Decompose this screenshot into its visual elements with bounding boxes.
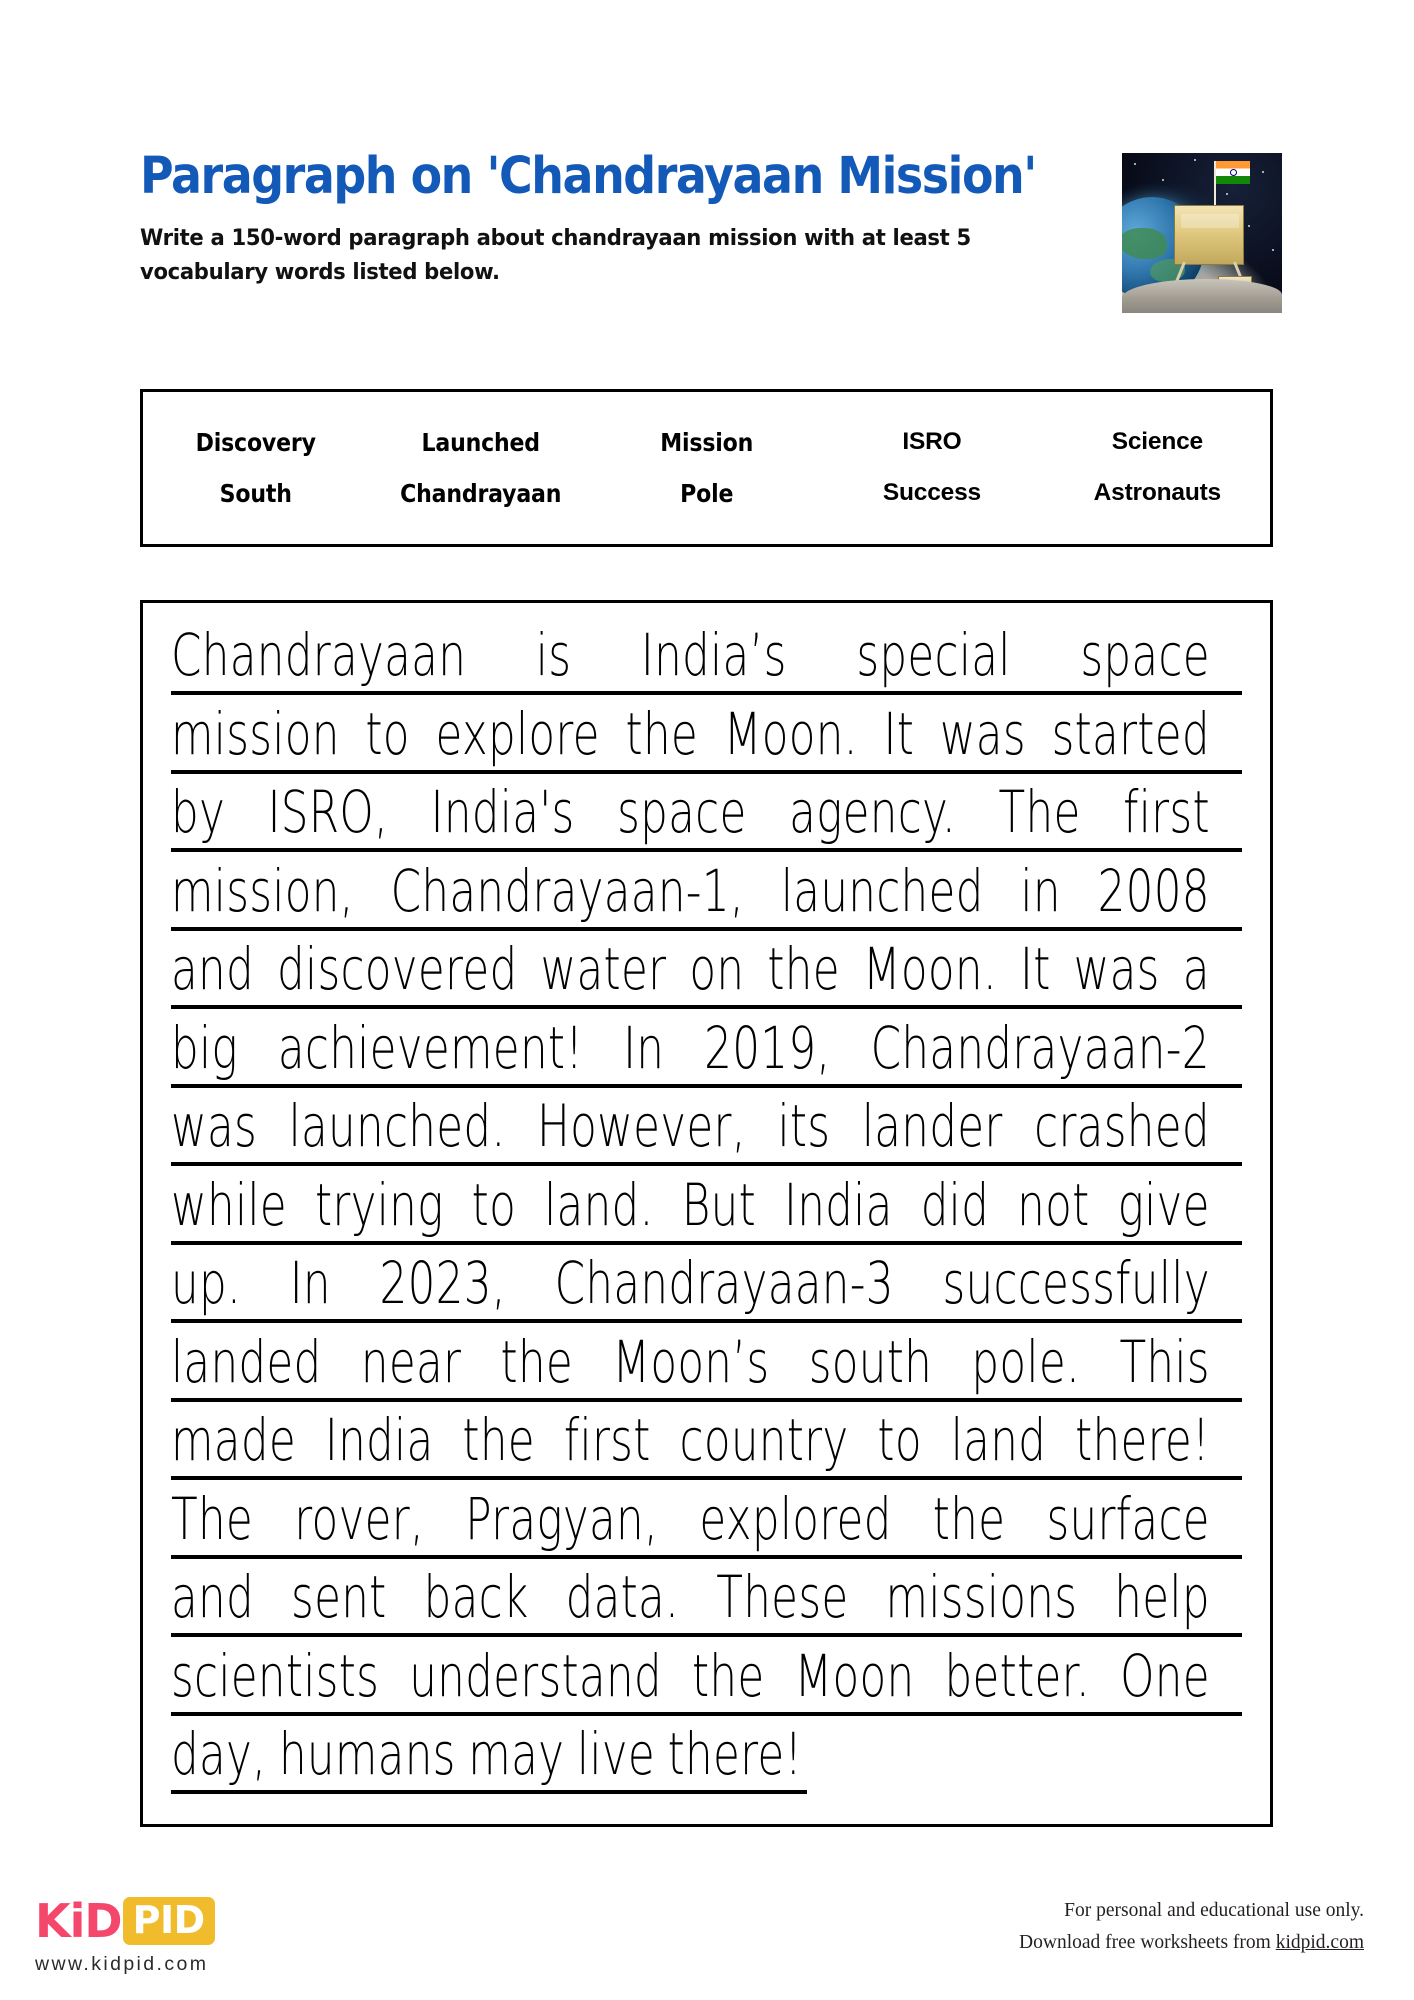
answer-line-text (171, 1484, 1210, 1553)
answer-word: pole. (971, 1327, 1081, 1396)
answer-word: and (171, 1563, 254, 1631)
answer-line-rule (171, 1555, 1242, 1559)
vocab-word-launched: Launched (421, 428, 541, 457)
answer-word: did (920, 1170, 990, 1239)
answer-word: launched. (288, 1092, 506, 1160)
answer-line (171, 935, 1242, 1018)
answer-word: lander (861, 1092, 1003, 1160)
answer-word: big (171, 1013, 238, 1082)
answer-word: live (576, 1720, 656, 1788)
answer-word: One (1120, 1641, 1210, 1710)
answer-word: made (171, 1406, 297, 1474)
star-icon (1194, 159, 1196, 161)
answer-word: The (998, 778, 1081, 846)
answer-word: back (423, 1563, 529, 1631)
answer-word: discovered (277, 935, 518, 1003)
answer-word: Pragyan, (465, 1484, 659, 1553)
vocab-word-isro: ISRO (902, 428, 962, 455)
footer-logo (35, 1895, 375, 1976)
ashoka-chakra-icon (1230, 169, 1237, 176)
answer-word: trying (314, 1170, 444, 1239)
answer-word: there! (1075, 1406, 1210, 1474)
answer-word: These (716, 1563, 849, 1631)
answer-word: there! (667, 1720, 803, 1788)
page-instructions: Write a 150-word paragraph about chandrayaan mission with at least 5 vocabulary words listed below. (140, 224, 971, 285)
answer-word: ISRO, (267, 778, 389, 846)
answer-line-text (171, 621, 1210, 689)
answer-word: 2023, (379, 1249, 506, 1317)
answer-word: started (1051, 699, 1210, 768)
star-icon (1134, 163, 1136, 165)
answer-line (171, 1249, 1242, 1332)
answer-word: to (365, 699, 410, 768)
answer-word: data. (565, 1563, 680, 1631)
answer-word: explored (699, 1484, 892, 1553)
vocab-word-success: Success (882, 479, 981, 506)
answer-word: water (540, 935, 667, 1003)
star-icon (1226, 193, 1228, 195)
moon-surface (1122, 279, 1282, 313)
vocab-word-astronauts: Astronauts (1093, 479, 1221, 506)
vocabulary-row (143, 479, 1270, 508)
answer-line-rule (171, 848, 1242, 852)
answer-line (171, 1720, 1242, 1803)
answer-word: up. (171, 1249, 242, 1317)
page-header (140, 147, 1280, 390)
star-icon (1262, 171, 1264, 173)
lander-graphic (1174, 205, 1244, 265)
answer-line (171, 621, 1242, 704)
answer-line (171, 856, 1242, 940)
answer-line-text (171, 778, 1210, 846)
answer-word: achievement! (277, 1013, 584, 1082)
vocab-word-pole: Pole (679, 479, 734, 508)
answer-word: while (171, 1170, 287, 1239)
answer-word: Moon. (723, 699, 858, 768)
answer-word: successfully (942, 1249, 1210, 1317)
answer-line (171, 1484, 1242, 1568)
answer-word: Moon (794, 1641, 915, 1710)
answer-word: the (625, 699, 699, 768)
answer-line-rule (171, 1084, 1242, 1088)
answer-word: 2019, (704, 1013, 831, 1082)
lander-panel (1181, 214, 1239, 228)
kidpid-link[interactable]: kidpid.com (1275, 1931, 1364, 1953)
answer-word: mission, (171, 856, 354, 925)
answer-word: Moon’s (612, 1327, 770, 1396)
answer-word: and (171, 935, 254, 1003)
answer-line-rule (171, 770, 1242, 774)
star-icon (1162, 179, 1164, 181)
answer-line (171, 1092, 1242, 1175)
answer-word: the (462, 1406, 535, 1474)
vocabulary-box (140, 389, 1273, 547)
answer-word: better. (944, 1641, 1091, 1710)
answer-line (171, 1327, 1242, 1411)
answer-line-text (171, 1563, 1210, 1631)
answer-line-rule (171, 1241, 1242, 1245)
answer-word: Chandrayaan-3 (554, 1249, 894, 1317)
answer-line-text (171, 1327, 1210, 1396)
answer-line (171, 1406, 1242, 1489)
answer-word: on (689, 935, 745, 1003)
answer-line-rule (171, 691, 1242, 695)
answer-word: rover, (294, 1484, 425, 1553)
answer-word: first (1123, 778, 1210, 846)
answer-word: a (1182, 935, 1210, 1003)
answer-line-rule (171, 1476, 1242, 1480)
answer-word: explore (435, 699, 600, 768)
answer-word: It (1020, 935, 1051, 1003)
answer-word: country (679, 1406, 849, 1474)
answer-line-text (171, 1406, 1210, 1474)
answer-word: was (171, 1092, 258, 1160)
kidpid-logo (35, 1895, 375, 1947)
answer-word: This (1119, 1327, 1210, 1396)
answer-line (171, 1641, 1242, 1725)
answer-word: India (324, 1406, 434, 1474)
answer-word: special (856, 621, 1011, 689)
answer-word: give (1117, 1170, 1210, 1239)
answer-word: missions (885, 1563, 1078, 1631)
vocab-word-mission: Mission (660, 428, 753, 457)
answer-word: land (950, 1406, 1047, 1474)
answer-word: But (681, 1170, 757, 1239)
footer-note-line-1: For personal and educational use only. (1064, 1900, 1364, 1921)
footer-note-line-2 (1019, 1927, 1364, 1959)
answer-word: scientists (171, 1641, 380, 1710)
answer-word: was (1073, 935, 1160, 1003)
indian-flag-icon (1216, 161, 1250, 184)
answer-word: the (500, 1327, 574, 1396)
footer-website-url: www.kidpid.com (35, 1953, 209, 1975)
answer-word: space (617, 778, 747, 846)
answer-word: The (171, 1484, 254, 1553)
answer-word: India's (430, 778, 575, 846)
vocab-word-south: South (219, 479, 292, 508)
answer-word: to (877, 1406, 922, 1474)
vocabulary-row (143, 428, 1270, 457)
answer-word: Moon. (862, 935, 998, 1003)
answer-word: Chandrayaan-1, (390, 856, 745, 925)
answer-word: the (691, 1641, 765, 1710)
answer-word: sent (291, 1563, 387, 1631)
answer-line-text (171, 1720, 1210, 1788)
answer-word: launched (780, 856, 984, 925)
answer-word: surface (1046, 1484, 1210, 1553)
answer-line-rule (171, 1398, 1242, 1402)
answer-word: However, (537, 1092, 746, 1160)
answer-word: help (1114, 1563, 1210, 1631)
footer-note-prefix: Download free worksheets from (1019, 1931, 1276, 1953)
answer-word: near (360, 1327, 462, 1396)
answer-word: day, (171, 1720, 267, 1788)
answer-word: is (535, 621, 572, 689)
answer-word: agency. (789, 778, 957, 846)
answer-word: first (563, 1406, 651, 1474)
answer-word: crashed (1034, 1092, 1210, 1160)
answer-line-rule (171, 1162, 1242, 1166)
answer-line-rule (171, 1712, 1242, 1716)
answer-word: Chandrayaan (171, 621, 467, 689)
answer-line-rule (171, 1633, 1242, 1637)
vocab-word-science: Science (1111, 428, 1203, 455)
vocab-word-chandrayaan: Chandrayaan (400, 479, 562, 508)
answer-line (171, 778, 1242, 861)
answer-line-text (171, 1013, 1210, 1082)
answer-line (171, 1563, 1242, 1646)
logo-kid-text: KiD (35, 1894, 122, 1948)
answer-word: was (939, 699, 1026, 768)
answer-word: in (1020, 856, 1061, 925)
answer-line-text (171, 699, 1210, 768)
answer-word: mission (171, 699, 340, 768)
answer-word: 2008 (1097, 856, 1210, 925)
answer-line (171, 1013, 1242, 1097)
answer-word: India’s (640, 621, 787, 689)
answer-word: the (932, 1484, 1006, 1553)
answer-line-text (171, 856, 1210, 925)
answer-word: Chandrayaan-2 (870, 1013, 1210, 1082)
answer-box[interactable] (140, 600, 1273, 1827)
answer-word: landed (171, 1327, 322, 1396)
answer-word: south (808, 1327, 933, 1396)
vocab-word-discovery: Discovery (195, 428, 316, 457)
answer-line (171, 1170, 1242, 1254)
star-icon (1272, 249, 1274, 251)
answer-word: not (1017, 1170, 1090, 1239)
answer-word: It (883, 699, 915, 768)
answer-word: to (471, 1170, 517, 1239)
logo-pid-text: PID (123, 1897, 215, 1945)
answer-word: space (1080, 621, 1210, 689)
answer-line-text (171, 1641, 1210, 1710)
answer-line-rule (171, 1319, 1242, 1323)
answer-line-text (171, 1249, 1210, 1317)
answer-word: understand (409, 1641, 662, 1710)
chandrayaan-illustration (1122, 153, 1282, 313)
answer-word: In (289, 1249, 331, 1317)
answer-word: India (784, 1170, 893, 1239)
answer-word: its (777, 1092, 831, 1160)
answer-word: by (171, 778, 226, 846)
answer-line-text (171, 1092, 1210, 1160)
answer-word: In (623, 1013, 665, 1082)
footer-note (1019, 1895, 1364, 1958)
answer-word: the (767, 935, 840, 1003)
answer-line-rule (171, 1790, 807, 1794)
page-title: Paragraph on 'Chandrayaan Mission' (140, 147, 1036, 206)
answer-line-text (171, 1170, 1210, 1239)
answer-line-text (171, 935, 1210, 1003)
answer-line-rule (171, 1005, 1242, 1009)
answer-word: may (468, 1720, 565, 1788)
star-icon (1248, 225, 1250, 227)
answer-line (171, 699, 1242, 783)
answer-line-rule (171, 927, 1242, 931)
answer-word: humans (278, 1720, 456, 1788)
answer-word: land. (544, 1170, 654, 1239)
